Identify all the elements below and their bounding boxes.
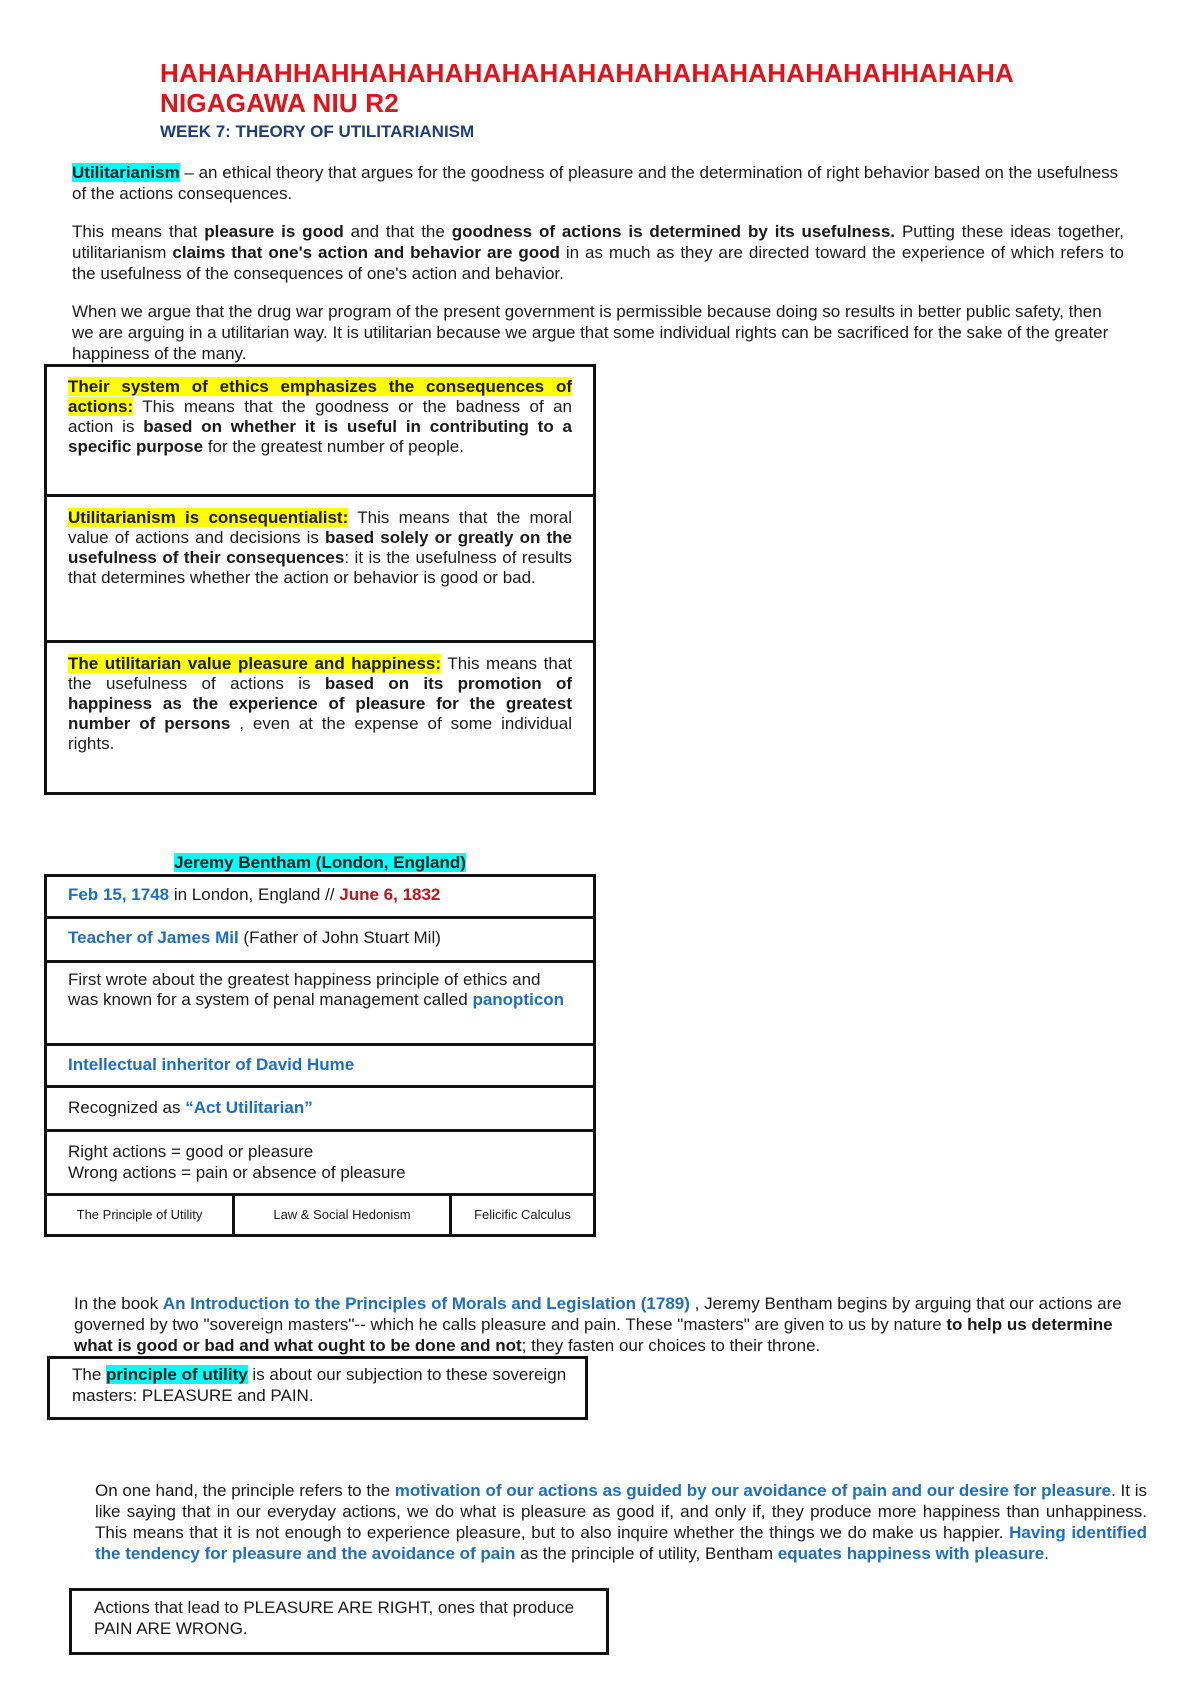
- text: for the greatest number of people.: [203, 437, 464, 456]
- birth-place: in London, England //: [169, 885, 340, 904]
- highlight-text: The utilitarian value pleasure and happiness:: [68, 654, 442, 673]
- bold-text: based on whether it is useful in contributing to a specific purpose: [68, 417, 572, 456]
- bentham-inheritor: Intellectual inheritor of David Hume: [68, 1055, 355, 1074]
- text: as the principle of utility, Bentham: [515, 1544, 778, 1563]
- right-actions: Right actions = good or pleasure: [68, 1142, 314, 1161]
- box-pleasure-happiness: [48, 646, 592, 762]
- col-law-hedonism: Law & Social Hedonism: [273, 1207, 411, 1222]
- bold-text: to help us determine what is good or bad and what ought to be done and not: [74, 1315, 1113, 1355]
- box-consequentialist: [48, 500, 592, 596]
- text: This means that the moral value of actions and decisions is: [68, 508, 572, 547]
- bold-text: based on its promotion of happiness as the experience of pleasure for the greatest number of persons: [68, 674, 573, 733]
- blue-text: motivation of our actions as guided by our avoidance of pain and our desire for pleasure: [394, 1481, 1112, 1500]
- row-divider: [44, 1193, 596, 1196]
- death-date: June 6, 1832: [339, 885, 441, 904]
- birth-date: Feb 15, 1748: [68, 885, 170, 904]
- row-divider: [44, 1043, 596, 1046]
- row-divider: [44, 960, 596, 963]
- text: Putting these ideas together, utilitarianism: [72, 222, 1125, 262]
- paragraph-one-hand: [95, 1480, 1147, 1564]
- wrong-actions: Wrong actions = pain or absence of pleasure: [68, 1163, 406, 1182]
- bentham-dates: [68, 885, 440, 905]
- text: and that the: [343, 222, 452, 241]
- term-utilitarianism: Utilitarianism: [72, 163, 180, 182]
- text: in as much as they are directed toward the experience of which refers to the usefulness of the consequences of one's action and behavior.: [72, 243, 1124, 283]
- text: ; they fasten our choices to their throne.: [521, 1336, 821, 1355]
- blue-text: equates happiness with pleasure: [777, 1544, 1045, 1563]
- blue-text: Having identified the tendency for pleasure and the avoidance of pain: [95, 1523, 1147, 1563]
- final-box-text: Actions that lead to PLEASURE ARE RIGHT, ones that produce PAIN ARE WRONG.: [94, 1598, 575, 1638]
- paragraph-book: [74, 1293, 1124, 1356]
- paragraph-pleasure-good: [72, 221, 1124, 284]
- utilitarianism-definition: [72, 162, 1124, 204]
- utility-box-text: [72, 1364, 572, 1406]
- text: .: [1044, 1544, 1049, 1563]
- text: This means that the usefulness of actions is: [68, 654, 573, 693]
- page-title-line1: HAHAHAHHAHHAHAHAHAHAHAHAHAHAHAHAHAHAHAHHAHAHA: [160, 58, 1014, 88]
- bentham-heading-text: Jeremy Bentham (London, England): [174, 853, 466, 872]
- highlight-text: Utilitarianism is consequentialist:: [68, 508, 349, 527]
- principle-utility-highlight: principle of utility: [106, 1365, 248, 1384]
- bentham-first-wrote: [68, 970, 568, 1010]
- definition-text: – an ethical theory that argues for the goodness of pleasure and the determination of right behavior based on the usefulness of the actions consequences.: [72, 163, 1119, 203]
- col-felicific-calculus: Felicific Calculus: [474, 1207, 571, 1222]
- text: is about our subjection to these sovereign masters: PLEASURE and PAIN.: [72, 1365, 567, 1405]
- text: First wrote about the greatest happiness principle of ethics and was known for a system of penal management called: [68, 970, 541, 1009]
- act-utilitarian-text: “Act Utilitarian”: [185, 1098, 313, 1117]
- panopticon-text: panopticon: [472, 990, 565, 1009]
- bold-text: based solely or greatly on the usefulness of their consequences: [68, 528, 572, 567]
- row-divider: [44, 916, 596, 919]
- bold-text: claims that one's action and behavior are good: [172, 243, 560, 262]
- text: The: [72, 1365, 107, 1384]
- row-divider: [44, 1129, 596, 1132]
- text: This means that the goodness or the badness of an action is: [68, 397, 572, 436]
- text: : it is the usefulness of results that determines whether the action or behavior is good or bad.: [68, 548, 572, 587]
- text: On one hand, the principle refers to the: [95, 1481, 395, 1500]
- text: . It is like saying that in our everyday actions, we do what is pleasure as good if, and only if, they produce more happiness than unhappiness. This means that it is not enough to experience pleasure, but to also inquire whether the things we do make us happier.: [95, 1481, 1147, 1542]
- text: , Jeremy Bentham begins by arguing that our actions are governed by two "sovereign masters"-- which he calls pleasure and pain. These "masters" are given to us by nature: [74, 1294, 1122, 1334]
- text: In the book: [74, 1294, 163, 1313]
- teacher-note: (Father of John Stuart Mil): [238, 928, 441, 947]
- bentham-right-wrong: [68, 1141, 406, 1183]
- bold-text: pleasure is good: [204, 222, 344, 241]
- text: , even at the expense of some individual rights.: [68, 714, 572, 753]
- text: Recognized as: [68, 1098, 186, 1117]
- highlight-text: Their system of ethics emphasizes the consequences of actions:: [68, 377, 572, 416]
- bentham-recognized: [68, 1098, 313, 1118]
- week-heading: WEEK 7: THEORY OF UTILITARIANISM: [160, 122, 475, 141]
- box-ethics-consequences: [48, 369, 592, 465]
- col-principle-utility: The Principle of Utility: [76, 1207, 203, 1222]
- page-title-line2: NIGAGAWA NIU R2: [160, 88, 399, 118]
- row-divider: [44, 1085, 596, 1088]
- bentham-teacher: [68, 928, 441, 948]
- text: This means that: [72, 222, 205, 241]
- divider: [44, 640, 596, 643]
- book-title: An Introduction to the Principles of Morals and Legislation (1789): [162, 1294, 690, 1313]
- bold-text: goodness of actions is determined by its usefulness.: [451, 222, 896, 241]
- bentham-heading: [44, 853, 596, 873]
- teacher-text: Teacher of James Mil: [68, 928, 239, 947]
- divider: [44, 494, 596, 497]
- paragraph-drug-war: When we argue that the drug war program of the present government is permissible because doing so results in better public safety, then we are arguing in a utilitarian way. It is utilitarian because we argue that some individual rights can be sacrificed for the sake of the greater happiness of the many.: [72, 302, 1109, 363]
